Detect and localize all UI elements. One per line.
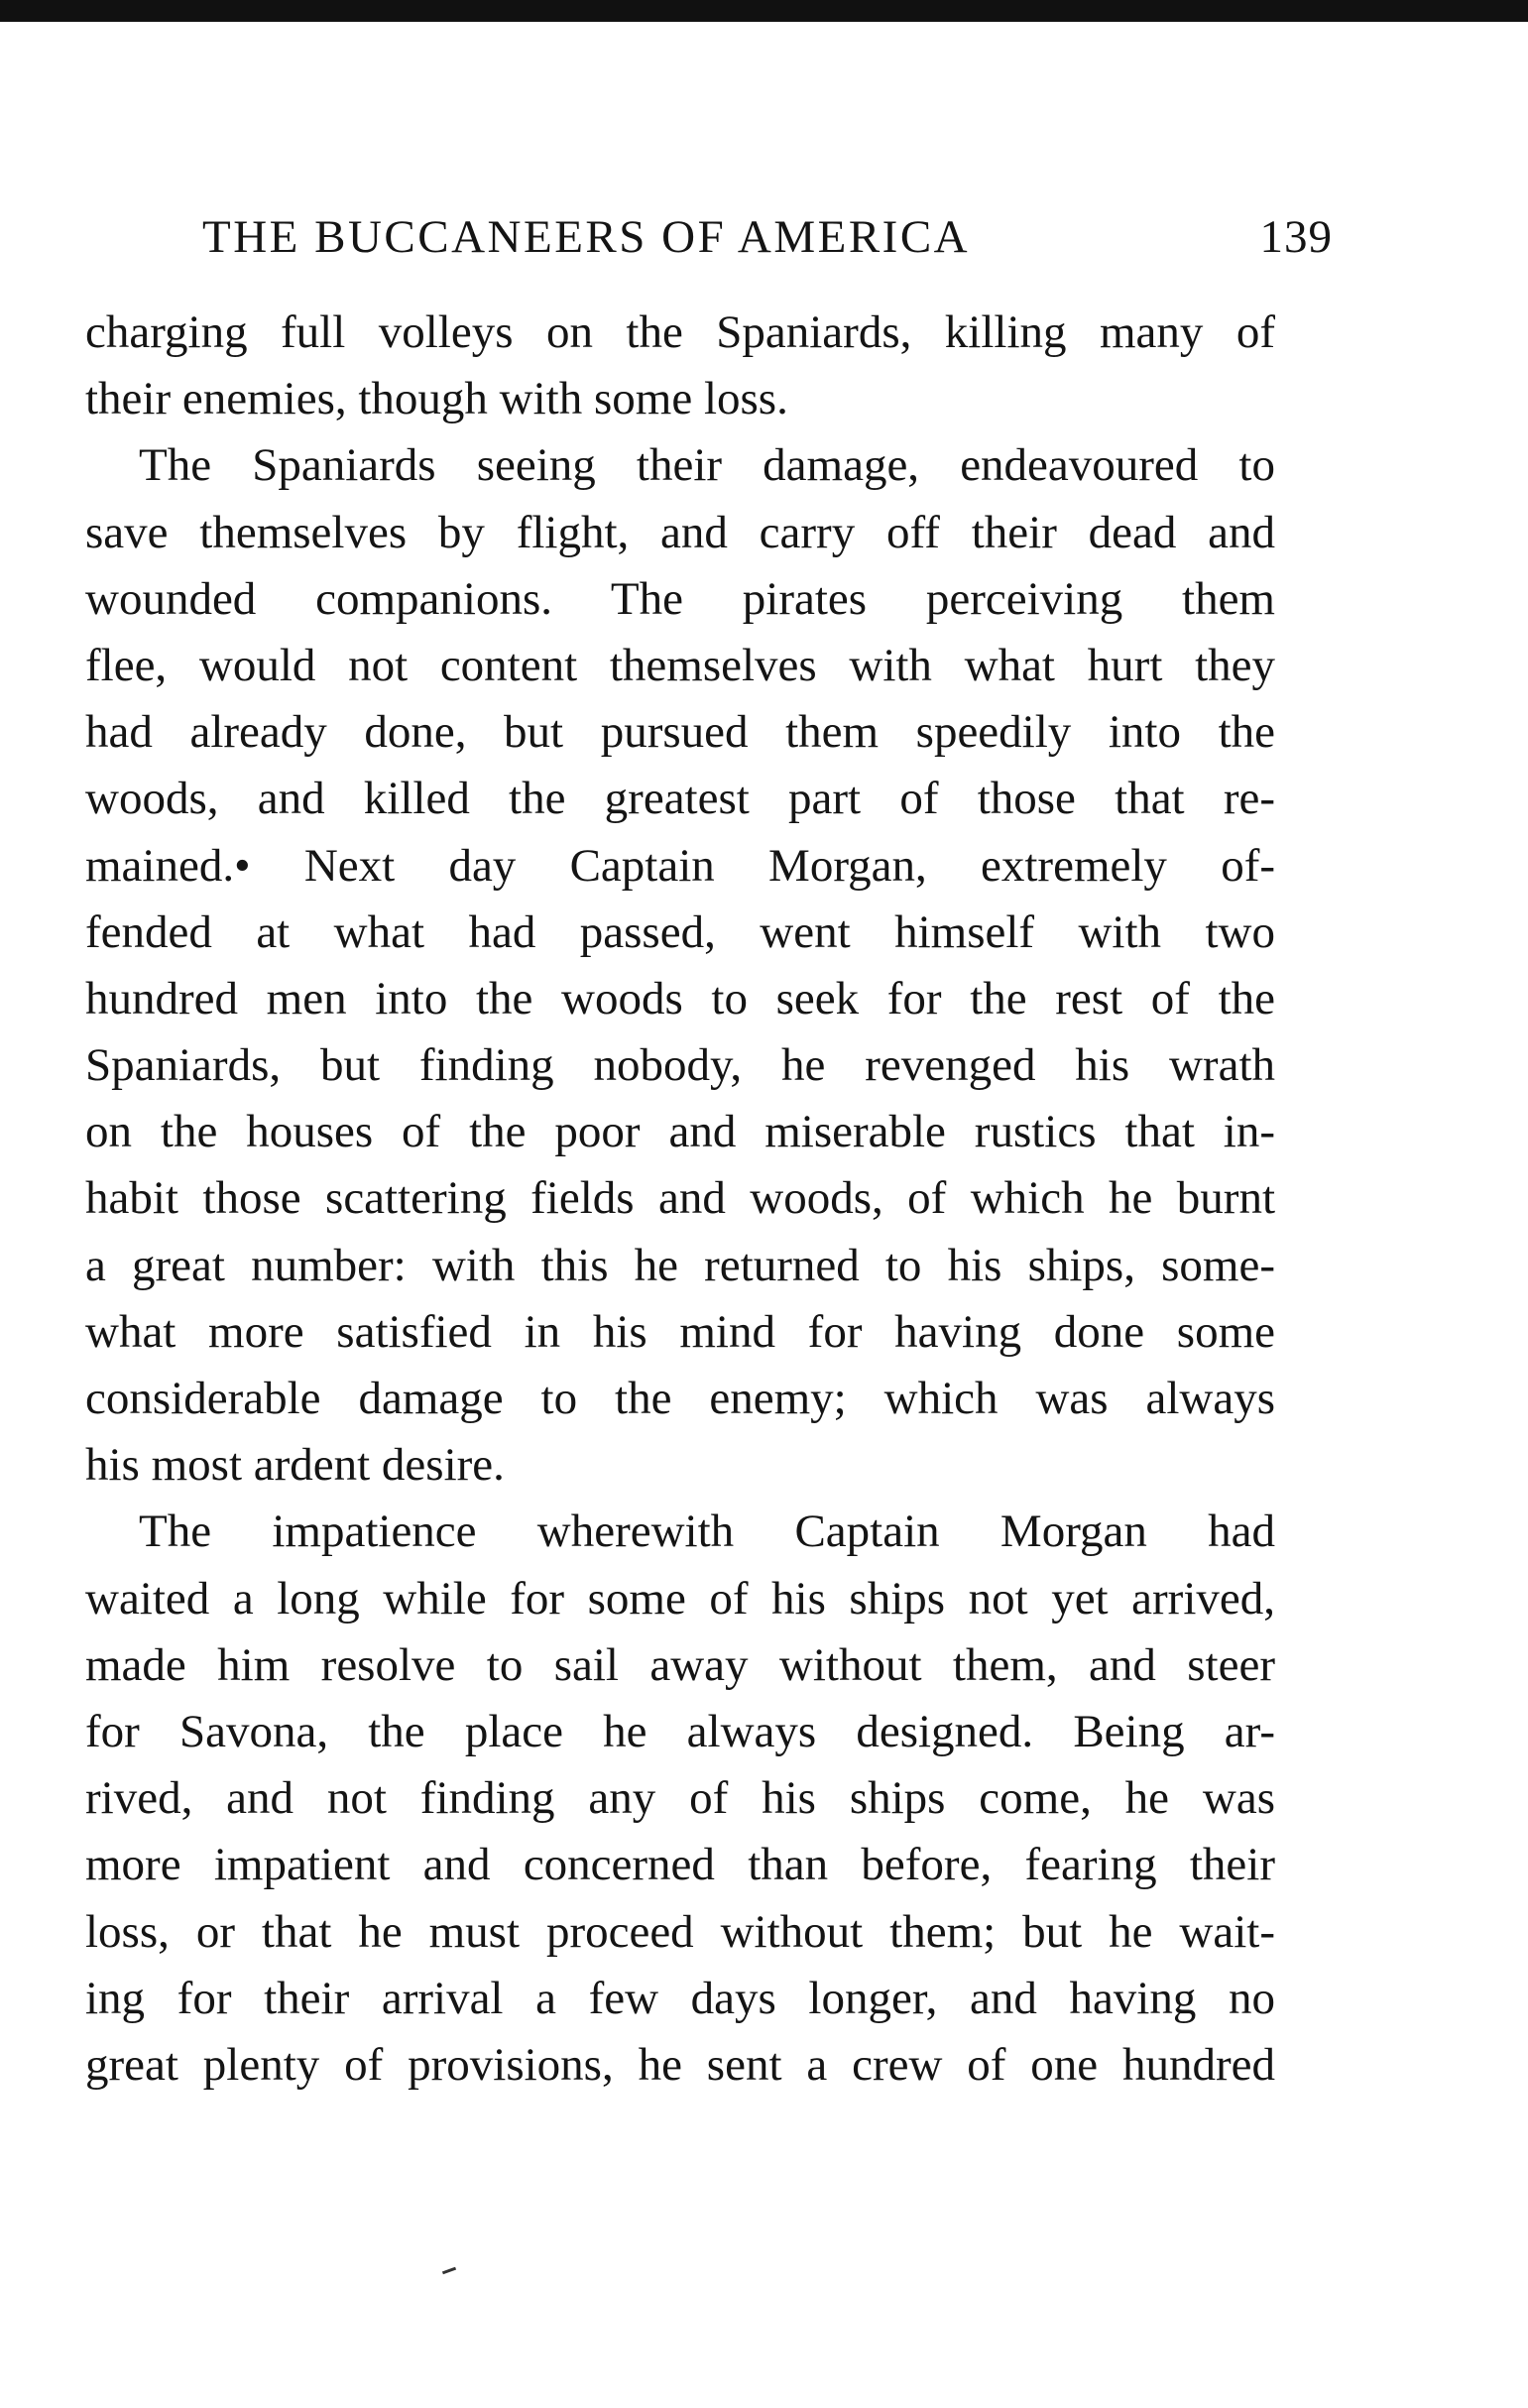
- paragraph-3: [85, 1499, 1275, 2099]
- text-line: charging full volleys on the Spaniards, killing many of: [85, 306, 1275, 358]
- text-line: his most ardent desire.: [85, 1439, 505, 1492]
- text-line: for Savona, the place he always designed. Being ar-: [85, 1705, 1275, 1757]
- text-line: wounded companions. The pirates perceiving them: [85, 572, 1275, 625]
- text-line: a great number: with this he returned to his ships, some-: [85, 1239, 1275, 1291]
- text-line: woods, and killed the greatest part of those that re-: [85, 773, 1275, 825]
- text-line: loss, or that he must proceed without them; but he wait-: [85, 1905, 1275, 1958]
- text-line: The impatience wherewith Captain Morgan had: [139, 1505, 1275, 1558]
- text-line: Spaniards, but finding nobody, he revenged his wrath: [85, 1039, 1275, 1092]
- text-line: more impatient and concerned than before, fearing their: [85, 1839, 1275, 1891]
- text-line: on the houses of the poor and miserable rustics that in-: [85, 1106, 1275, 1158]
- page-number: 139: [1259, 211, 1333, 263]
- body-text: [85, 300, 1275, 2099]
- paragraph-2: [85, 432, 1275, 1499]
- scan-speck: [442, 2267, 456, 2275]
- text-line: considerable damage to the enemy; which was always: [85, 1373, 1275, 1424]
- text-line: The Spaniards seeing their damage, endeavoured to: [139, 439, 1275, 492]
- top-scan-border: [0, 0, 1528, 22]
- text-line: rived, and not finding any of his ships come, he was: [85, 1772, 1275, 1825]
- running-head-title: THE BUCCANEERS OF AMERICA: [202, 211, 971, 263]
- text-line: habit those scattering fields and woods, of which he burnt: [85, 1172, 1275, 1225]
- text-line: mained.• Next day Captain Morgan, extremely of-: [85, 839, 1275, 892]
- text-line: ing for their arrival a few days longer, and having no: [85, 1972, 1275, 2024]
- text-line: hundred men into the woods to seek for the rest of the: [85, 972, 1275, 1024]
- text-line: made him resolve to sail away without them, and steer: [85, 1638, 1275, 1691]
- text-line: waited a long while for some of his ships not yet arrived,: [85, 1572, 1275, 1625]
- text-line: save themselves by flight, and carry off their dead and: [85, 506, 1275, 558]
- running-head: [202, 210, 1333, 280]
- text-line: what more satisfied in his mind for having done some: [85, 1305, 1275, 1358]
- text-line: flee, would not content themselves with what hurt they: [85, 639, 1275, 691]
- text-line: fended at what had passed, went himself with two: [85, 905, 1275, 958]
- text-line: had already done, but pursued them speedily into the: [85, 706, 1275, 759]
- text-line: great plenty of provisions, he sent a crew of one hundred: [85, 2038, 1275, 2091]
- paragraph-1: [85, 300, 1275, 432]
- text-line: their enemies, though with some loss.: [85, 373, 788, 425]
